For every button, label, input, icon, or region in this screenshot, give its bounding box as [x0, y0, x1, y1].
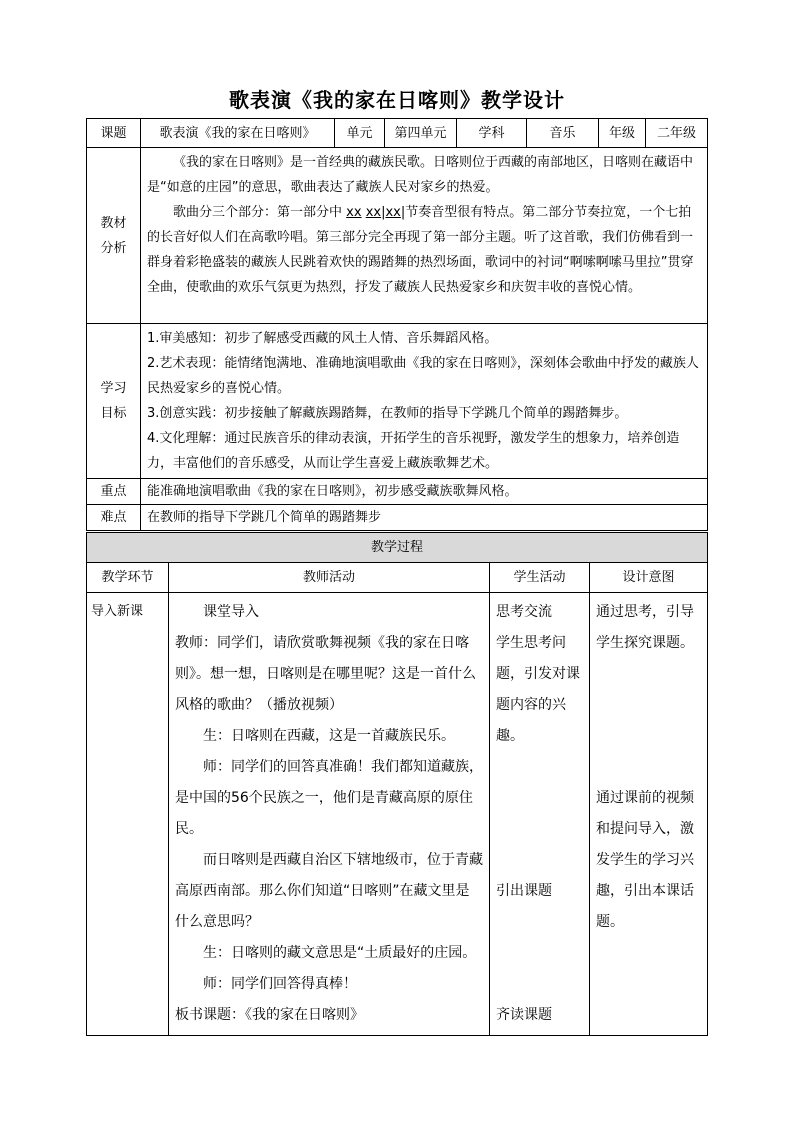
rhythm-pattern-2: xx — [365, 205, 382, 220]
analysis-p2-text-after: 节奏音型很有特点。第二部分节奏拉宽，一个七拍的长音好似人们在高歌吟唱。第三部分完全再现了第一部分主题。听了这首歌，我们仿佛看到一群身着彩艳盛装的藏族人民跳着欢快的踢踏舞的热烈场面，歌词中的衬词“啊嗦啊嗦马里拉”贯穿全曲，使歌曲的欢乐气氛更为热烈，抒发了藏族人民热爱家乡和庆贺丰收的喜悦心情。 — [147, 205, 694, 295]
lesson-info-table — [86, 118, 708, 531]
student-activity: 齐读课题 — [496, 1007, 552, 1023]
student-activity: 思考交流 — [496, 604, 552, 620]
unit-label: 单元 — [335, 119, 385, 148]
design-intent: 通过课前的视频和提问导入，激发学生的学习兴趣，引出本课话题。 — [596, 790, 694, 930]
stage-cell: 导入新课 — [87, 593, 169, 1036]
column-header-intent: 设计意图 — [590, 563, 708, 593]
spacer — [496, 752, 583, 876]
difficulty-label: 难点 — [87, 505, 141, 531]
teacher-line: 师：同学们回答得真棒！ — [203, 976, 357, 992]
teacher-activity-cell — [169, 593, 490, 1036]
teacher-line: 生：日喀则在西藏，这是一首藏族民乐。 — [203, 728, 455, 744]
teacher-line: 生：日喀则的藏文意思是“土质最好的庄园。 — [203, 945, 477, 961]
objectives-content — [141, 324, 708, 479]
objective-item: 2.艺术表现：能情绪饱满地、准确地演唱歌曲《我的家在日喀则》，深刻体会歌曲中抒发的藏族人民热爱家乡的喜悦心情。 — [147, 356, 699, 396]
subject-value: 音乐 — [527, 119, 599, 148]
analysis-content — [141, 148, 708, 324]
design-intent-cell — [590, 593, 708, 1036]
objectives-label-line1: 学习 — [100, 381, 127, 396]
analysis-label-line2: 分析 — [100, 240, 127, 256]
topic-label: 课题 — [87, 119, 141, 148]
process-section-title: 教学过程 — [87, 533, 708, 563]
objective-item: 3.创意实践：初步接触了解藏族踢踏舞，在教师的指导下学跳几个简单的踢踏舞步。 — [147, 406, 628, 421]
spacer — [596, 659, 701, 783]
student-activity-cell — [490, 593, 590, 1036]
column-header-student: 学生活动 — [490, 563, 590, 593]
analysis-label-line1: 教材 — [100, 215, 127, 231]
objectives-label — [87, 324, 141, 479]
rhythm-pattern-3: xx — [385, 205, 401, 220]
topic-value: 歌表演《我的家在日喀则》 — [141, 119, 335, 148]
difficulty-value: 在教师的指导下学跳几个简单的踢踏舞步 — [141, 505, 708, 531]
objective-item: 4.文化理解：通过民族音乐的律动表演，开拓学生的音乐视野，激发学生的想象力，培养创造力，丰富他们的音乐感受，从而让学生喜爱上藏族歌舞艺术。 — [147, 431, 680, 471]
analysis-paragraph-1: 《我的家在日喀则》是一首经典的藏族民歌。日喀则位于西藏的南部地区，日喀则在藏语中是“如意的庄园”的意思，歌曲表达了藏族人民对家乡的热爱。 — [147, 155, 694, 195]
column-header-teacher: 教师活动 — [169, 563, 490, 593]
analysis-p2-text-before: 歌曲分三个部分：第一部分中 — [173, 205, 343, 220]
key-point-value: 能准确地演唱歌曲《我的家在日喀则》，初步感受藏族歌舞风格。 — [141, 479, 708, 505]
column-header-stage: 教学环节 — [87, 563, 169, 593]
subject-label: 学科 — [457, 119, 527, 148]
analysis-label — [87, 148, 141, 324]
objective-item: 1.审美感知：初步了解感受西藏的风土人情、音乐舞蹈风格。 — [147, 331, 498, 346]
teacher-line: 课堂导入 — [203, 604, 259, 620]
rhythm-pattern-1: xx — [346, 205, 362, 220]
unit-value: 第四单元 — [385, 119, 457, 148]
teacher-line: 师：同学们的回答真准确！我们都知道藏族，是中国的56个民族之一，他们是青藏高原的原住民。 — [175, 759, 483, 837]
student-activity: 学生思考问题，引发对课题内容的兴趣。 — [496, 635, 580, 744]
teacher-line: 而日喀则是西藏自治区下辖地级市，位于青藏高原西南部。那么你们知道“日喀则”在藏文里是什么意思吗？ — [175, 852, 483, 930]
teacher-line: 教师：同学们，请欣赏歌舞视频《我的家在日喀则》。想一想，日喀则是在哪里呢？这是一首什么风格的歌曲？（播放视频） — [175, 635, 476, 713]
spacer — [496, 907, 583, 1000]
teacher-line: 板书课题：《我的家在日喀则》 — [175, 1007, 364, 1023]
student-activity: 引出课题 — [496, 883, 552, 899]
teaching-process-table — [86, 532, 708, 1036]
analysis-paragraph-2: 歌曲分三个部分：第一部分中 xx xx|xx|节奏音型很有特点。第二部分节奏拉宽，一个七拍的长音好似人们在高歌吟唱。第三部分完全再现了第一部分主题。听了这首歌，我们仿佛看到一群身着彩艳盛装的藏族人民跳着欢快的踢踏舞的热烈场面，歌词中的衬词“啊嗦啊嗦马里拉”贯穿全曲，使歌曲的欢乐气氛更为热烈，抒发了藏族人民热爱家乡和庆贺丰收的喜悦心情。 — [147, 205, 694, 295]
design-intent: 通过思考，引导学生探究课题。 — [596, 604, 694, 651]
objectives-label-line2: 目标 — [100, 406, 127, 421]
grade-label: 年级 — [599, 119, 646, 148]
key-point-label: 重点 — [87, 479, 141, 505]
grade-value: 二年级 — [646, 119, 708, 148]
document-title: 歌表演《我的家在日喀则》教学设计 — [229, 88, 565, 112]
